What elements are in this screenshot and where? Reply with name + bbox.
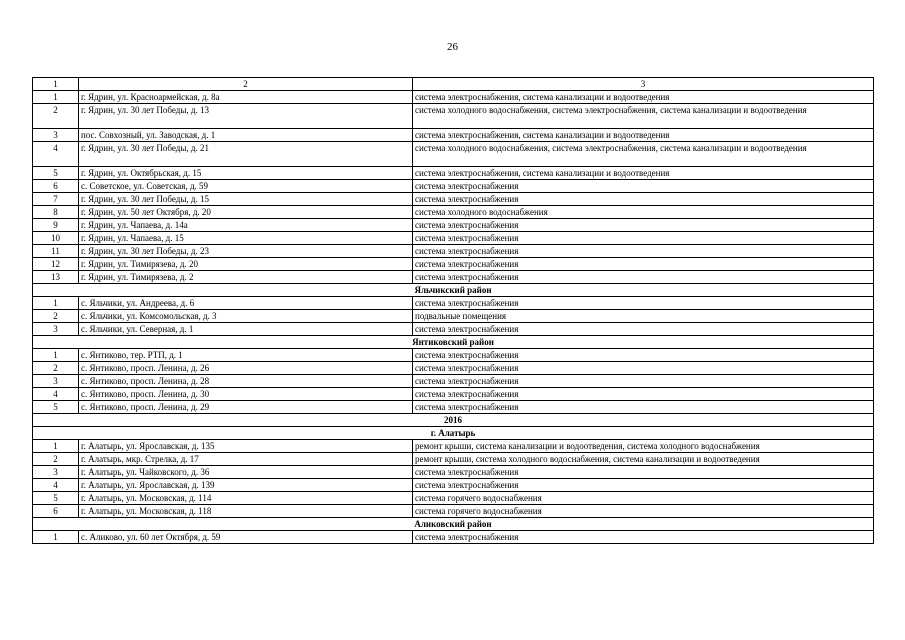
row-number: 2 [33, 104, 79, 129]
table-row [33, 479, 874, 492]
table-row [33, 492, 874, 505]
objects-table [32, 77, 874, 544]
row-address: с. Советское, ул. Советская, д. 59 [79, 180, 413, 193]
row-systems: система электроснабжения [413, 180, 874, 193]
table-row [33, 388, 874, 401]
row-address: г. Алатырь, ул. Московская, д. 118 [79, 505, 413, 518]
table-row [33, 206, 874, 219]
row-systems: подвальные помещения [413, 310, 874, 323]
section-title: Яльчикский район [33, 284, 874, 297]
row-number: 1 [33, 91, 79, 104]
row-systems: система холодного водоснабжения [413, 206, 874, 219]
table-row [33, 362, 874, 375]
table-row [33, 193, 874, 206]
row-systems: система горячего водоснабжения [413, 505, 874, 518]
table-row [33, 180, 874, 193]
row-address: г. Ядрин, ул. Тимирязева, д. 2 [79, 271, 413, 284]
row-number: 4 [33, 388, 79, 401]
row-number: 5 [33, 167, 79, 180]
table-row [33, 271, 874, 284]
row-systems: система электроснабжения [413, 323, 874, 336]
row-systems: система электроснабжения [413, 349, 874, 362]
row-address: г. Ядрин, ул. 50 лет Октября, д. 20 [79, 206, 413, 219]
table-row [33, 245, 874, 258]
table-row [33, 505, 874, 518]
table-row [33, 258, 874, 271]
row-systems: ремонт крыши, система холодного водоснабжения, система канализации и водоотведения [413, 453, 874, 466]
table-row [33, 453, 874, 466]
row-systems: система электроснабжения [413, 271, 874, 284]
table-row [33, 466, 874, 479]
table-row [33, 232, 874, 245]
row-address: с. Яльчики, ул. Комсомольская, д. 3 [79, 310, 413, 323]
row-systems: система электроснабжения [413, 362, 874, 375]
row-number: 2 [33, 310, 79, 323]
row-number: 2 [33, 453, 79, 466]
row-systems: система электроснабжения [413, 232, 874, 245]
table-row [33, 142, 874, 167]
table-row [33, 91, 874, 104]
row-number: 3 [33, 129, 79, 142]
row-number: 3 [33, 375, 79, 388]
row-number: 3 [33, 323, 79, 336]
header-col-1: 1 [33, 78, 79, 91]
row-systems: система электроснабжения [413, 193, 874, 206]
row-systems: система электроснабжения [413, 401, 874, 414]
section-title: 2016 [33, 414, 874, 427]
row-address: г. Ядрин, ул. 30 лет Победы, д. 15 [79, 193, 413, 206]
table-row [33, 219, 874, 232]
row-number: 11 [33, 245, 79, 258]
row-address: г. Алатырь, ул. Ярославская, д. 135 [79, 440, 413, 453]
table-row [33, 531, 874, 544]
row-address: с. Янтиково, тер. РТП, д. 1 [79, 349, 413, 362]
row-systems: система электроснабжения [413, 531, 874, 544]
section-row [33, 284, 874, 297]
row-number: 1 [33, 440, 79, 453]
row-address: пос. Совхозный, ул. Заводская, д. 1 [79, 129, 413, 142]
row-number: 5 [33, 401, 79, 414]
row-number: 12 [33, 258, 79, 271]
row-systems: система электроснабжения [413, 466, 874, 479]
row-address: г. Алатырь, мкр. Стрелка, д. 17 [79, 453, 413, 466]
row-address: с. Аликово, ул. 60 лет Октября, д. 59 [79, 531, 413, 544]
table-header-row [33, 78, 874, 91]
table-row [33, 310, 874, 323]
row-number: 5 [33, 492, 79, 505]
row-number: 2 [33, 362, 79, 375]
section-title: Аликовский район [33, 518, 874, 531]
header-col-3: 3 [413, 78, 874, 91]
row-address: г. Ядрин, ул. Тимирязева, д. 20 [79, 258, 413, 271]
table-row [33, 401, 874, 414]
row-address: с. Янтиково, просп. Ленина, д. 28 [79, 375, 413, 388]
row-number: 1 [33, 349, 79, 362]
row-address: с. Янтиково, просп. Ленина, д. 29 [79, 401, 413, 414]
row-address: г. Алатырь, ул. Ярославская, д. 139 [79, 479, 413, 492]
section-row [33, 336, 874, 349]
row-systems: система электроснабжения, система канализации и водоотведения [413, 129, 874, 142]
row-number: 1 [33, 531, 79, 544]
row-systems: система электроснабжения, система канализации и водоотведения [413, 167, 874, 180]
row-address: с. Янтиково, просп. Ленина, д. 30 [79, 388, 413, 401]
row-number: 7 [33, 193, 79, 206]
row-number: 3 [33, 466, 79, 479]
table-row [33, 375, 874, 388]
table-row [33, 104, 874, 129]
row-systems: система электроснабжения [413, 245, 874, 258]
section-title: Янтиковский район [33, 336, 874, 349]
row-systems: ремонт крыши, система канализации и водоотведения, система холодного водоснабжения [413, 440, 874, 453]
row-number: 1 [33, 297, 79, 310]
row-systems: система электроснабжения [413, 375, 874, 388]
row-address: г. Ядрин, ул. 30 лет Победы, д. 23 [79, 245, 413, 258]
row-systems: система электроснабжения, система канализации и водоотведения [413, 91, 874, 104]
table-row [33, 167, 874, 180]
row-address: г. Алатырь, ул. Московская, д. 114 [79, 492, 413, 505]
table-row [33, 349, 874, 362]
row-address: с. Янтиково, просп. Ленина, д. 26 [79, 362, 413, 375]
row-address: г. Ядрин, ул. Красноармейская, д. 8а [79, 91, 413, 104]
row-systems: система горячего водоснабжения [413, 492, 874, 505]
row-number: 6 [33, 505, 79, 518]
row-address: г. Ядрин, ул. Чапаева, д. 15 [79, 232, 413, 245]
row-address: с. Яльчики, ул. Северная, д. 1 [79, 323, 413, 336]
table-row [33, 323, 874, 336]
row-address: г. Ядрин, ул. 30 лет Победы, д. 13 [79, 104, 413, 129]
row-number: 6 [33, 180, 79, 193]
table-row [33, 297, 874, 310]
row-systems: система холодного водоснабжения, система электроснабжения, система канализации и водоотведения [413, 104, 874, 129]
row-systems: система электроснабжения [413, 479, 874, 492]
table-row [33, 129, 874, 142]
row-address: г. Ядрин, ул. Чапаева, д. 14а [79, 219, 413, 232]
row-number: 13 [33, 271, 79, 284]
table-row [33, 440, 874, 453]
header-col-2: 2 [79, 78, 413, 91]
row-systems: система электроснабжения [413, 219, 874, 232]
row-number: 8 [33, 206, 79, 219]
table-body [33, 78, 874, 544]
row-systems: система электроснабжения [413, 388, 874, 401]
section-row [33, 427, 874, 440]
section-row [33, 518, 874, 531]
row-address: г. Ядрин, ул. Октябрьская, д. 15 [79, 167, 413, 180]
row-number: 10 [33, 232, 79, 245]
row-address: г. Ядрин, ул. 30 лет Победы, д. 21 [79, 142, 413, 167]
row-systems: система электроснабжения [413, 258, 874, 271]
row-systems: система холодного водоснабжения, система электроснабжения, система канализации и водоотведения [413, 142, 874, 167]
row-address: г. Алатырь, ул. Чайковского, д. 36 [79, 466, 413, 479]
row-number: 9 [33, 219, 79, 232]
page-number: 26 [447, 41, 458, 53]
row-systems: система электроснабжения [413, 297, 874, 310]
row-number: 4 [33, 479, 79, 492]
section-title: г. Алатырь [33, 427, 874, 440]
row-number: 4 [33, 142, 79, 167]
row-address: с. Яльчики, ул. Андреева, д. 6 [79, 297, 413, 310]
section-row [33, 414, 874, 427]
